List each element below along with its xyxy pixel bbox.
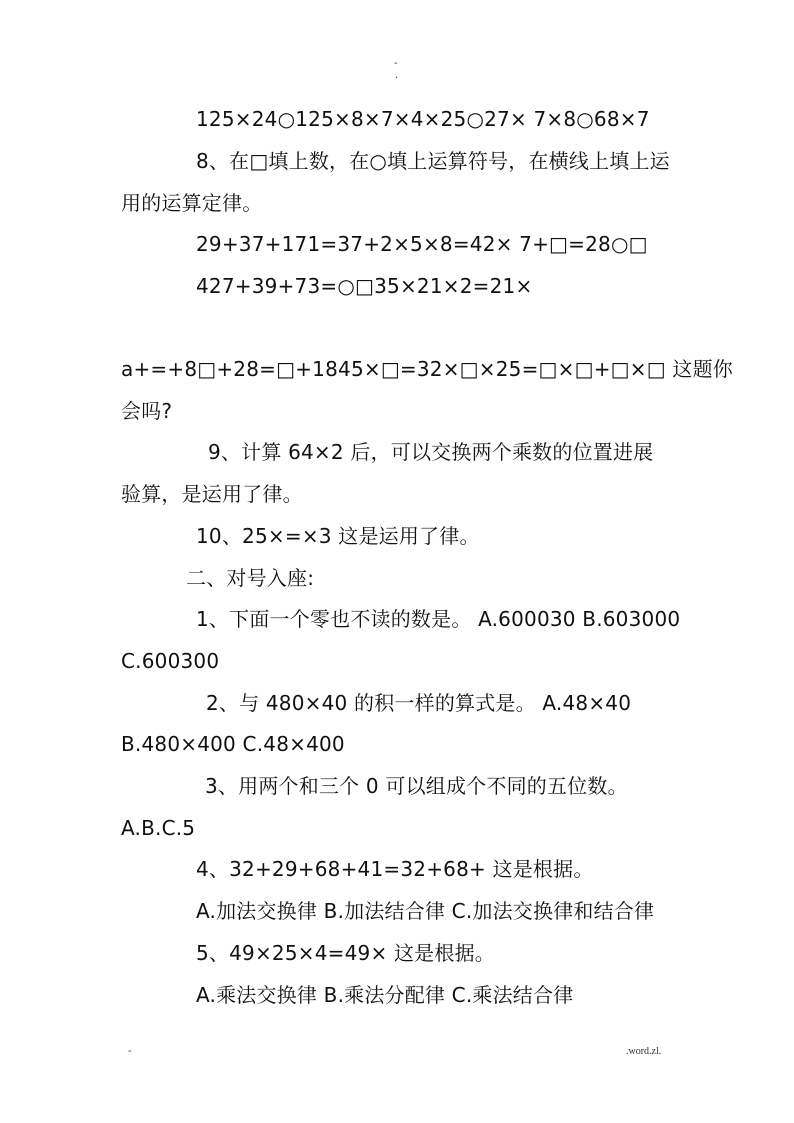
question-9-line-2: 验算，是运用了律。 — [121, 482, 303, 506]
equation-line: a+=+8□+28=□+1845×□=32×□×25=□×□+□×□ 这题你 — [121, 357, 733, 381]
mc-question-2: 2、与 480×40 的积一样的算式是。 A.48×40 — [206, 691, 632, 715]
text-line: 125×24○125×8×7×4×25○27× 7×8○68×7 — [196, 107, 650, 131]
mc-question-3-options: A.B.C.5 — [121, 816, 196, 840]
question-9-line-1: 9、计算 64×2 后，可以交换两个乘数的位置进展 — [208, 440, 654, 464]
mc-question-5-options: A.乘法交换律 B.乘法分配律 C.乘法结合律 — [196, 983, 574, 1007]
question-8-line-2: 用的运算定律。 — [121, 191, 263, 215]
header-mark-dot: . — [395, 70, 399, 81]
equation-line: 29+37+171=37+2×5×8=42× 7+□=28○□ — [196, 232, 648, 256]
mc-question-1: 1、下面一个零也不读的数是。 A.600030 B.603000 — [196, 607, 681, 631]
footer-left-mark: - — [128, 1046, 132, 1057]
section-heading: 二、对号入座: — [186, 566, 315, 590]
mc-question-3: 3、用两个和三个 0 可以组成个不同的五位数。 — [205, 774, 628, 798]
mc-question-4-options: A.加法交换律 B.加法结合律 C.加法交换律和结合律 — [196, 899, 655, 923]
mc-question-1-option: C.600300 — [121, 649, 220, 673]
header-mark: - — [394, 58, 398, 69]
mc-question-4: 4、32+29+68+41=32+68+ 这是根据。 — [196, 857, 594, 881]
text-line: 会吗? — [121, 399, 173, 423]
question-10: 10、25×=×3 这是运用了律。 — [196, 524, 480, 548]
question-8-line-1: 8、在□填上数，在○填上运算符号，在横线上填上运 — [196, 149, 670, 173]
footer-watermark: .word.zl. — [626, 1046, 662, 1057]
mc-question-5: 5、49×25×4=49× 这是根据。 — [196, 941, 495, 965]
mc-question-2-options: B.480×400 C.48×400 — [121, 732, 345, 756]
equation-line: 427+39+73=○□35×21×2=21× — [196, 274, 533, 298]
